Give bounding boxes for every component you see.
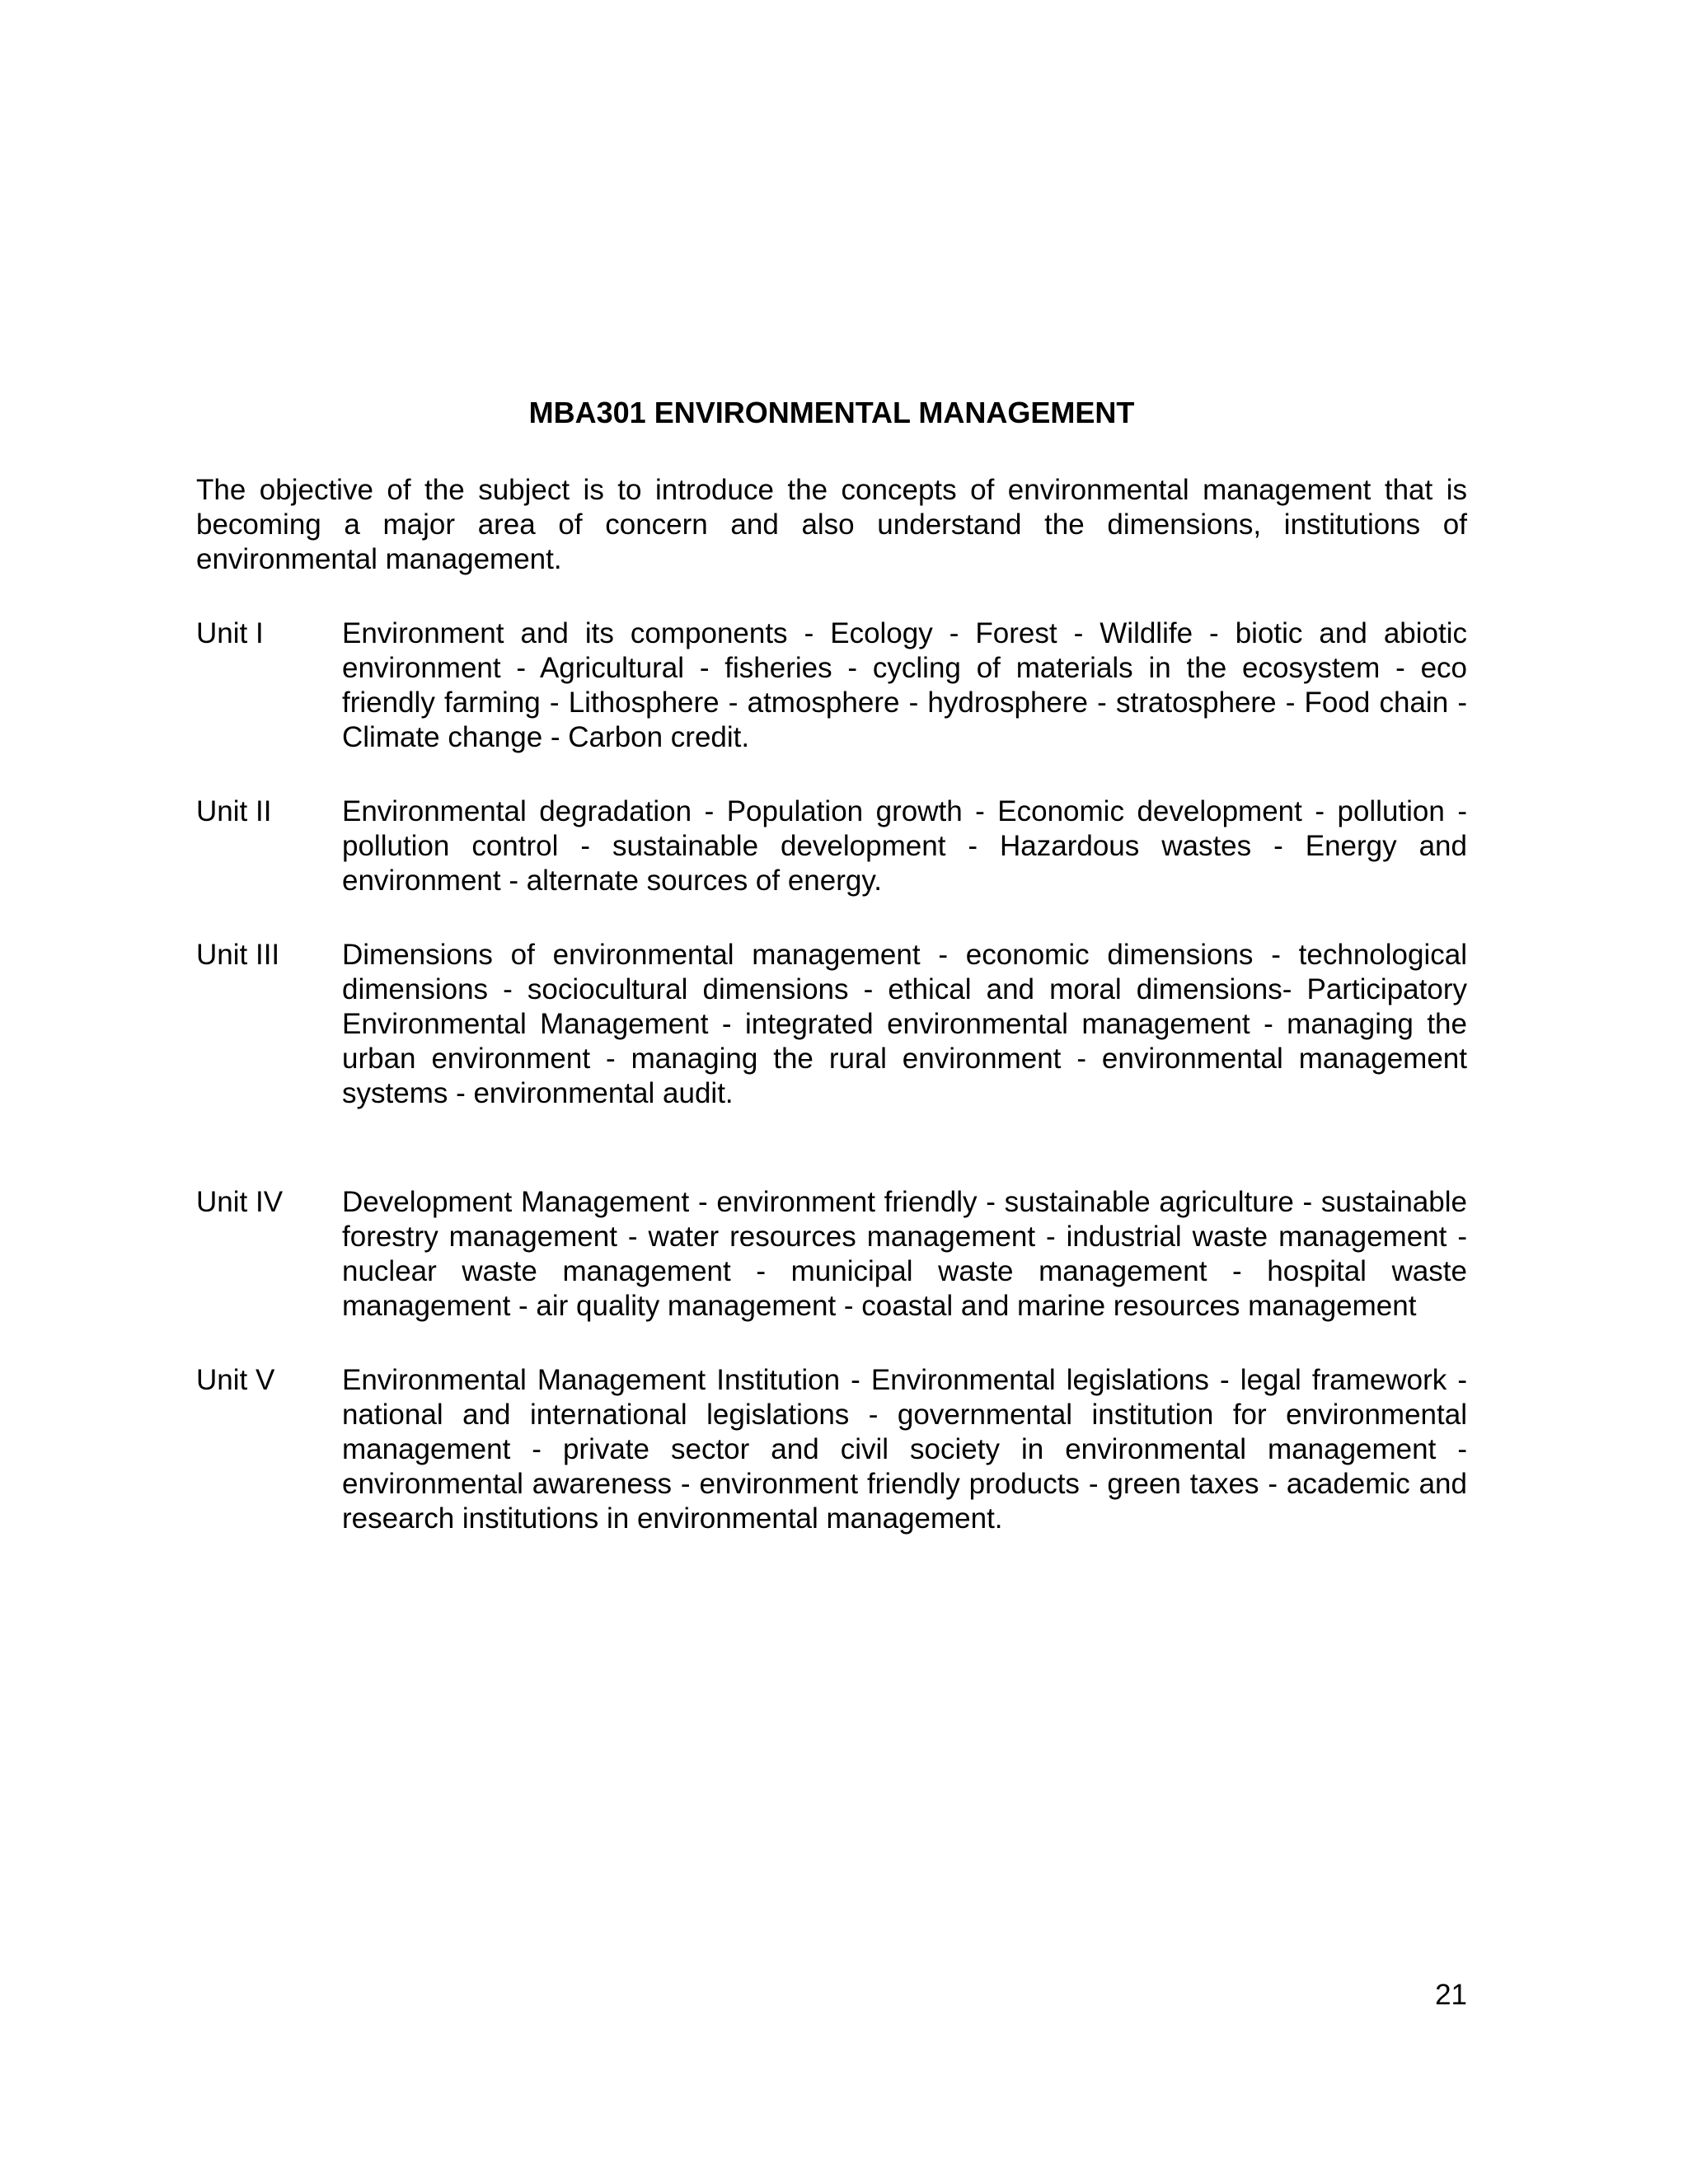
unit-1 — [196, 616, 1467, 755]
unit-description: Environment and its components - Ecology - Forest - Wildlife - biotic and abiotic environment - Agricultural - fisheries - cycling of materials in the ecosystem - eco friendly farming - Lithosphere - atmosphere - hydrosphere - stratosphere - Food chain - Climate change - Carbon credit. — [342, 617, 1467, 753]
page-number: 21 — [1435, 1979, 1467, 2011]
unit-description: Environmental Management Institution - Environmental legislations - legal framework - national and international legislations - governmental institution for environmental management - private sector and civil society in environmental management - environmental awareness - environment friendly products - green taxes - academic and research institutions in environmental management. — [342, 1364, 1467, 1535]
unit-description: Dimensions of environmental management - economic dimensions - technological dimensions - sociocultural dimensions - ethical and moral dimensions- Participatory Environmental Management - integrated environmental management - managing the urban environment - managing the rural environment - environmental management systems - environmental audit. — [342, 939, 1467, 1109]
unit-label: Unit V — [196, 1364, 275, 1396]
unit-description: Environmental degradation - Population growth - Economic development - pollution - pollution control - sustainable development - Hazardous wastes - Energy and environment - alternate sources of energy. — [342, 795, 1467, 897]
document-page — [196, 396, 1467, 1576]
unit-description: Development Management - environment friendly - sustainable agriculture - sustainable forestry management - water resources management - industrial waste management - nuclear waste management - municipal waste management - hospital waste management - air quality management - coastal and marine resources management — [342, 1186, 1467, 1322]
unit-4 — [196, 1185, 1467, 1324]
unit-label: Unit III — [196, 939, 280, 971]
unit-label: Unit II — [196, 795, 272, 827]
document-title: MBA301 ENVIRONMENTAL MANAGEMENT — [528, 396, 1135, 429]
unit-label: Unit I — [196, 617, 264, 649]
unit-3 — [196, 938, 1467, 1111]
unit-2 — [196, 794, 1467, 898]
unit-5 — [196, 1363, 1467, 1536]
intro-paragraph: The objective of the subject is to introduce the concepts of environmental management that is becoming a major area of concern and also understand the dimensions, institutions of environmental management. — [196, 474, 1467, 575]
unit-label: Unit IV — [196, 1186, 284, 1218]
